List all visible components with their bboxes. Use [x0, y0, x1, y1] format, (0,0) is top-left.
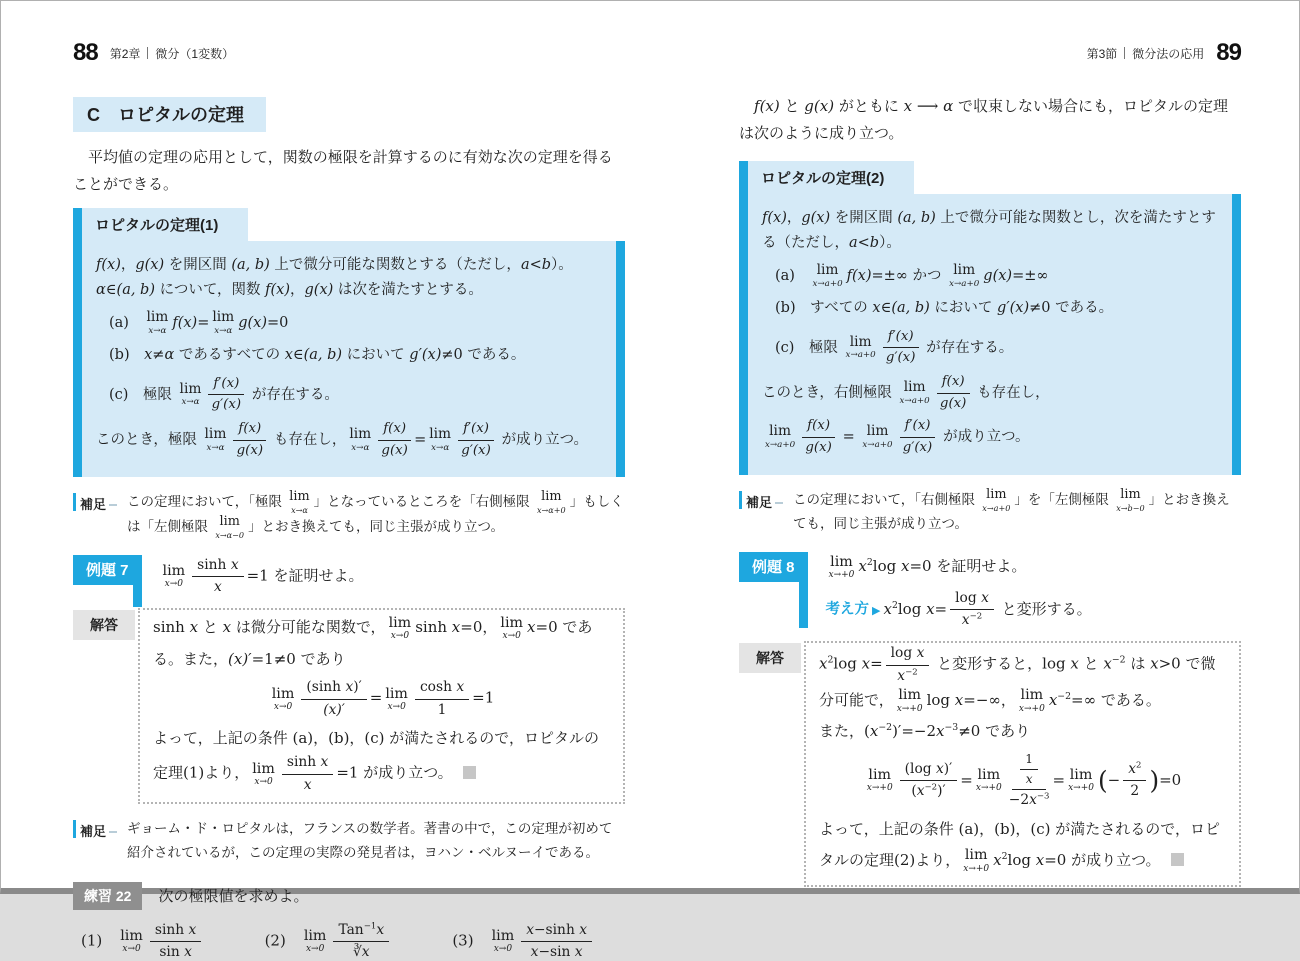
theorem-2-condition-c: (c) 極限 lim x→a+0 $\frac{f'(x)}{g'(x)}$ が存在する。 [775, 328, 1014, 366]
note-2-body: ギョーム・ド・ロピタルは，フランスの数学者。著書の中で，この定理が初めて紹介されているが，この定理の実際の発見者は，ヨハン・ベルヌーイである。 [127, 820, 613, 862]
answer-8-p4: よって，上記の条件 (a)，(b)，(c) が満たされるので，ロピタルの定理(2)より， lim x→+0 $x^2\log$ x=0 が成り立つ。 [819, 819, 1220, 874]
example-8 [739, 552, 1241, 629]
answer-7-p1: sinh x と x は微分可能な関数で， lim x→0 sinh x=0， lim x→0 x=0 である。また，(x)′=1≠0 であり [153, 614, 593, 668]
answer-8-p2: また，$(x^{-2})'=-2x^{-3}\ne 0$ であり [819, 722, 1031, 741]
example-8-badge: 例題 8 [739, 552, 808, 582]
page-89 [739, 39, 1241, 887]
chapter-title: 微分（1変数） [155, 46, 235, 61]
example-8-hint [826, 590, 1241, 629]
answer-7-box [138, 608, 625, 803]
page-number: 88 [73, 39, 98, 66]
theorem-2-intro: f(x)，g(x) を開区間 (a, b) 上で微分可能な関数とし，次を満たすとする（ただし，a<b）。 [762, 210, 1216, 252]
page-header-right [739, 39, 1241, 67]
theorem-1-conclusion: このとき，極限 lim x→α $\frac{f(x)}{g(x)}$ も存在し， lim x→α $\frac{f(x)}{g(x)}$ = lim x→α $\frac{f'(x)}{g'(x)}$ が成り立つ。 [96, 421, 589, 458]
practice-22-problems [73, 922, 625, 961]
theorem-2-conclusion-1: このとき，右側極限 lim x→a+0 $\frac{f(x)}{g(x)}$ も存在し， [762, 374, 1050, 411]
hint-body: $x^2\log$ x= $\frac{\text{log x}}{x^{-2}}$ と変形する。 [883, 589, 1092, 629]
example-7-statement: lim x→0 $\frac{\text{sinh x}}{x}$ =1 を証明せよ。 [162, 557, 364, 596]
note-3-body: この定理において，「右側極限 lim x→a+0 」を「左側極限 lim x→b−0 」とおき換えても，同じ主張が成り立つ。 [793, 486, 1230, 533]
answer-8 [739, 641, 1241, 886]
theorem-1-condition-b: (b) x≠α であるすべての x∈(a, b) において g′(x)≠0 である。 [109, 347, 526, 364]
intro-paragraph: f(x) と g(x) がともに x ⟶ α で収束しない場合にも，ロピタルの定理は次のように成り立つ。 [739, 97, 1229, 142]
header-divider [1124, 47, 1125, 59]
theorem-1-body [82, 241, 625, 477]
answer-label: 解答 [739, 643, 801, 673]
page-header-left [73, 39, 625, 67]
practice-problem-2: (2) lim x→0 $\frac{Tan^{-1}x}{∛x}$ [265, 922, 393, 961]
theorem-2-condition-a: (a) lim x→a+0 f(x)=±∞ かつ lim x→a+0 g(x)=±∞ [775, 261, 1049, 289]
practice-22 [73, 882, 625, 910]
hint-label: 考え方 [825, 601, 870, 618]
theorem-2-body [748, 194, 1241, 475]
answer-7-formula: lim x→0 $\frac{\text{(sinh x)′}}{(x)'}$ = lim x→0 $\frac{\text{cosh x}}{1}$ =1 [271, 679, 495, 718]
section-title: 微分法の応用 [1132, 46, 1205, 61]
theorem-1-condition-c: (c) 極限 lim x→α $\frac{f'(x)}{g'(x)}$ が存在する。 [109, 375, 339, 413]
note-2 [73, 817, 625, 866]
answer-7-p3: よって，上記の条件 (a)，(b)，(c) が満たされるので，ロピタルの定理(1)より， lim x→0 $\frac{\text{sinh x}}{x}$ =1 が成り立つ。 [153, 728, 599, 793]
note-label: 補足 [739, 491, 783, 509]
chapter-label: 第2章 [109, 46, 141, 61]
theorem-2-conclusion-2: lim x→a+0 $\frac{f(x)}{g(x)}$ = lim x→a+0 $\frac{f'(x)}{g'(x)}$ が成り立つ。 [765, 418, 1030, 456]
note-1-body: この定理において，「極限 lim x→α 」となっているところを「右側極限 lim x→α+0 」もしくは「左側極限 lim x→α−0 」とおき換えても，同じ主張が成り立つ。 [127, 489, 624, 540]
hint-arrow-icon: ▶ [872, 603, 881, 617]
page-88 [73, 39, 625, 961]
theorem-box-2 [739, 161, 1241, 475]
note-1 [73, 490, 625, 539]
note-3 [739, 488, 1241, 537]
theorem-1-intro: f(x)，g(x) を開区間 (a, b) 上で微分可能な関数とする（ただし，a<b）。α∈(a, b) について，関数 f(x)，g(x) は次を満たすとする。 [96, 257, 573, 299]
example-8-main [826, 552, 1241, 629]
practice-problem-1: (1) lim x→0 $\frac{\text{sinh x}}{\text{sin x}}$ [81, 922, 204, 961]
practice-problem-3: (3) lim x→0 $\frac{\text{x−sinh x}}{\text{x−sin x}}$ [452, 922, 595, 961]
answer-8-p1: $x^2\log$ x= $\frac{\text{log x}}{x^{-2}}$ と変形すると，log x と $x^{-2}$ は x>0 で微分可能で， lim x→+0 log x=−∞， lim x→+0 $x^{-2}=\infty$ である。 [819, 645, 1216, 714]
theorem-1-condition-a: (a) lim x→α f(x)= lim x→α g(x)=0 [109, 308, 289, 336]
answer-7 [73, 608, 625, 803]
theorem-1-title: ロピタルの定理(1) [82, 208, 248, 241]
answer-label: 解答 [73, 610, 135, 640]
theorem-2-title: ロピタルの定理(2) [748, 161, 914, 194]
example-7-badge: 例題 7 [73, 555, 142, 585]
example-8-statement: lim x→+0 $x^2\log$ x=0 を証明せよ。 [828, 553, 1027, 580]
note-label: 補足 [73, 493, 117, 511]
answer-8-formula: lim x→+0 $\frac{\text{(log x)′}}{(x^{-2})'}$ = lim x→+0 $\frac{\frac{1}{x}}{-2x^{-3}}$ = lim x→+0 (− $\frac{x^2}{2}$ )=0 [866, 751, 1182, 809]
answer-8-box [804, 641, 1241, 886]
intro-paragraph: 平均値の定理の応用として，関数の極限を計算するのに有効な次の定理を得ることができる。 [73, 148, 613, 193]
practice-22-badge: 練習 22 [73, 882, 142, 910]
practice-22-statement: 次の極限値を求めよ。 [158, 887, 309, 906]
theorem-box-1 [73, 208, 625, 477]
theorem-2-condition-b: (b) すべての x∈(a, b) において g′(x)≠0 である。 [775, 300, 1114, 317]
section-heading: C ロピタルの定理 [73, 97, 266, 132]
example-7 [73, 555, 625, 596]
section-label: 第3節 [1086, 46, 1118, 61]
header-divider [147, 47, 148, 59]
page-number: 89 [1216, 39, 1241, 66]
note-label: 補足 [73, 820, 117, 838]
